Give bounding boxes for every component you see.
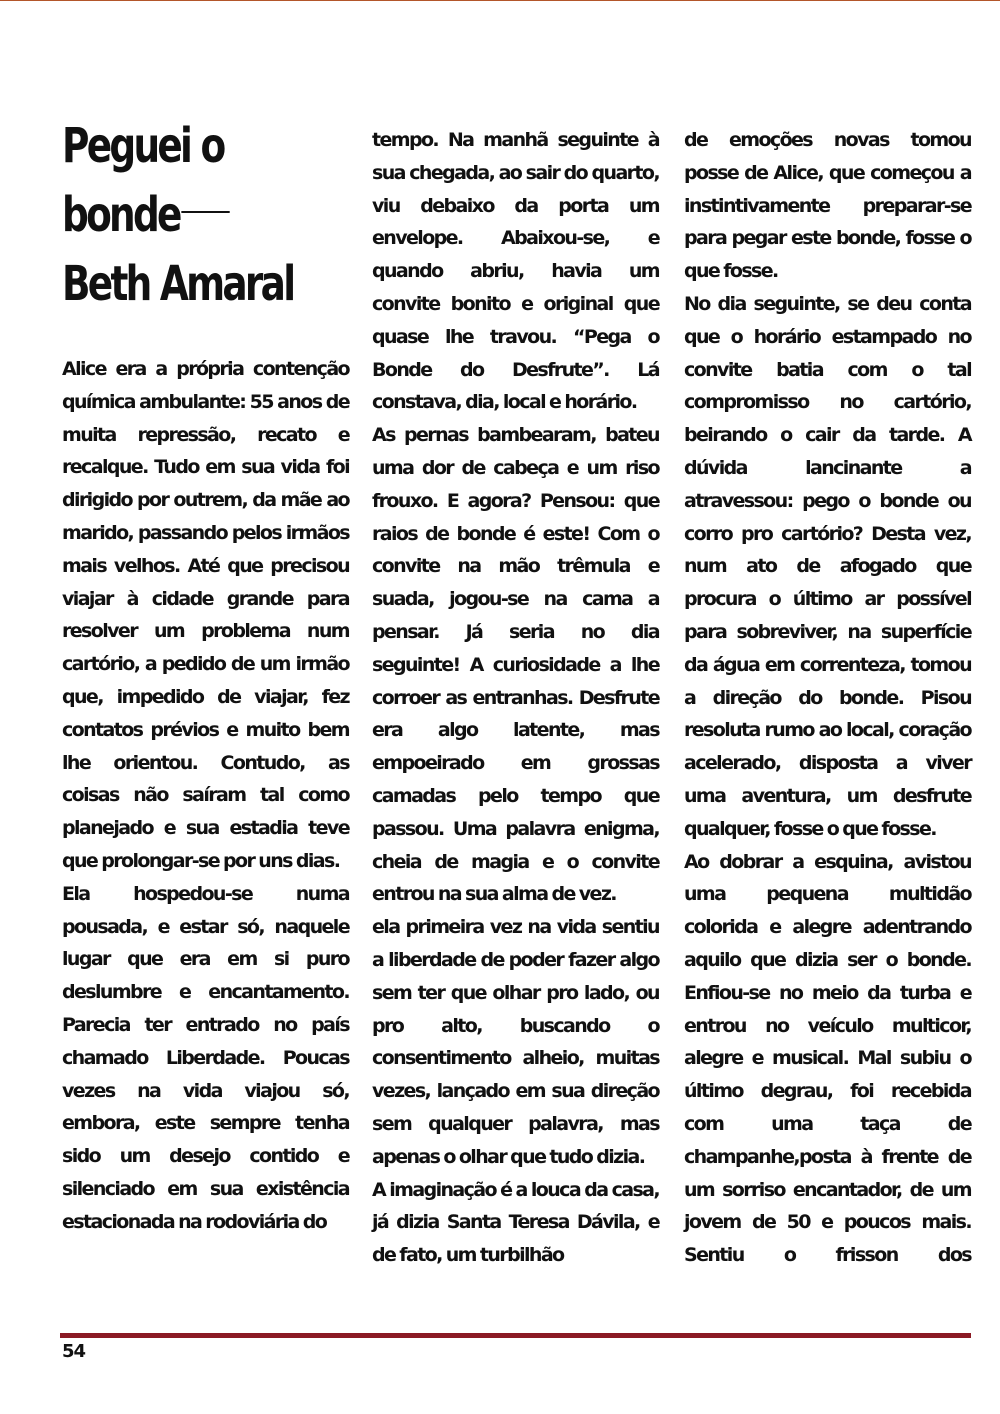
footer-rule	[60, 1333, 971, 1338]
article-title	[62, 112, 343, 319]
paragraph: ela primeira vez na vida sentiu a liberdade de poder fazer algo sem ter que olhar pro lado, ou pro alto, buscando o consentimento alheio, muitas vezes, lançado em sua direção sem qualquer palavra, mas apenas o olhar que tudo dizia.	[372, 916, 659, 1168]
top-border-line	[0, 0, 1000, 1]
text-column-2	[372, 124, 659, 1272]
paragraph: tempo. Na manhã seguinte à sua chegada, ao sair do quarto, viu debaixo da porta um envelope. Abaixou-se, e quando abriu, havia um convite bonito e original que quase lhe travou. “Pega o Bonde do Desfrute”. Lá constava, dia, local e horário.	[372, 129, 659, 414]
title-dash	[181, 211, 229, 213]
paragraph: de emoções novas tomou posse de Alice, que começou a instintivamente preparar-se para pegar este bonde, fosse o que fosse.	[684, 129, 971, 283]
text-column-3	[684, 124, 971, 1272]
text-column-1	[62, 353, 349, 1239]
paragraph: Ao dobrar a esquina, avistou uma pequena multidão colorida e alegre adentrando aquilo que dizia ser o bonde. Enfiou-se no meio da turba e entrou no veículo multicor, alegre e musical. Mal subiu o último degrau, foi recebida com uma taça de champanhe,posta à frente de um sorriso encantador, de um jovem de 50 e poucos mais. Sentiu o frisson dos	[684, 850, 971, 1267]
page-number: 54	[62, 1341, 86, 1362]
paragraph: A imaginação é a louca da casa, já dizia Santa Teresa Dávila, e de fato, um turbilhão	[372, 1178, 659, 1267]
paragraph: Alice era a própria contenção química ambulante: 55 anos de muita repressão, recato e recalque. Tudo em sua vida foi dirigido por outrem, da mãe ao marido, passando pelos irmãos mais velhos. Até que precisou viajar à cidade grande para resolver um problema num cartório, a pedido de um irmão que, impedido de viajar, fez contatos prévios e muito bem lhe orientou. Contudo, as coisas não saíram tal como planejado e sua estadia teve que prolongar-se por uns dias.	[62, 358, 349, 872]
author-name: Beth Amaral	[62, 256, 294, 312]
title-line-2	[62, 181, 343, 250]
title-line-2-text: bonde	[62, 187, 180, 243]
paragraph: As pernas bambearam, bateu uma dor de cabeça e um riso frouxo. E agora? Pensou: que raios de bonde é este! Com o convite na mão trêmula e suada, jogou-se na cama a pensar. Já seria no dia seguinte! A curiosidade a lhe corroer as entranhas. Desfrute era algo latente, mas empoeirado em grossas camadas pelo tempo que passou. Uma palavra enigma, cheia de magia e o convite entrou na sua alma de vez.	[372, 424, 659, 906]
title-line-1: Peguei o	[62, 118, 224, 174]
paragraph: Ela hospedou-se numa pousada, e estar só, naquele lugar que era em si puro deslumbre e encantamento. Parecia ter entrado no país chamado Liberdade. Poucas vezes na vida viajou só, embora, este sempre tenha sido um desejo contido e silenciado em sua existência estacionada na rodoviária do	[62, 882, 349, 1233]
paragraph: No dia seguinte, se deu conta que o horário estampado no convite batia com o tal compromisso no cartório, beirando o cair da tarde. A dúvida lancinante a atravessou: pego o bonde ou corro pro cartório? Desta vez, num ato de afogado que procura o último ar possível para sobreviver, na superfície da água em correnteza, tomou a direção do bonde. Pisou resoluta rumo ao local, coração acelerado, disposta a viver uma aventura, um desfrute qualquer, fosse o que fosse.	[684, 292, 971, 840]
